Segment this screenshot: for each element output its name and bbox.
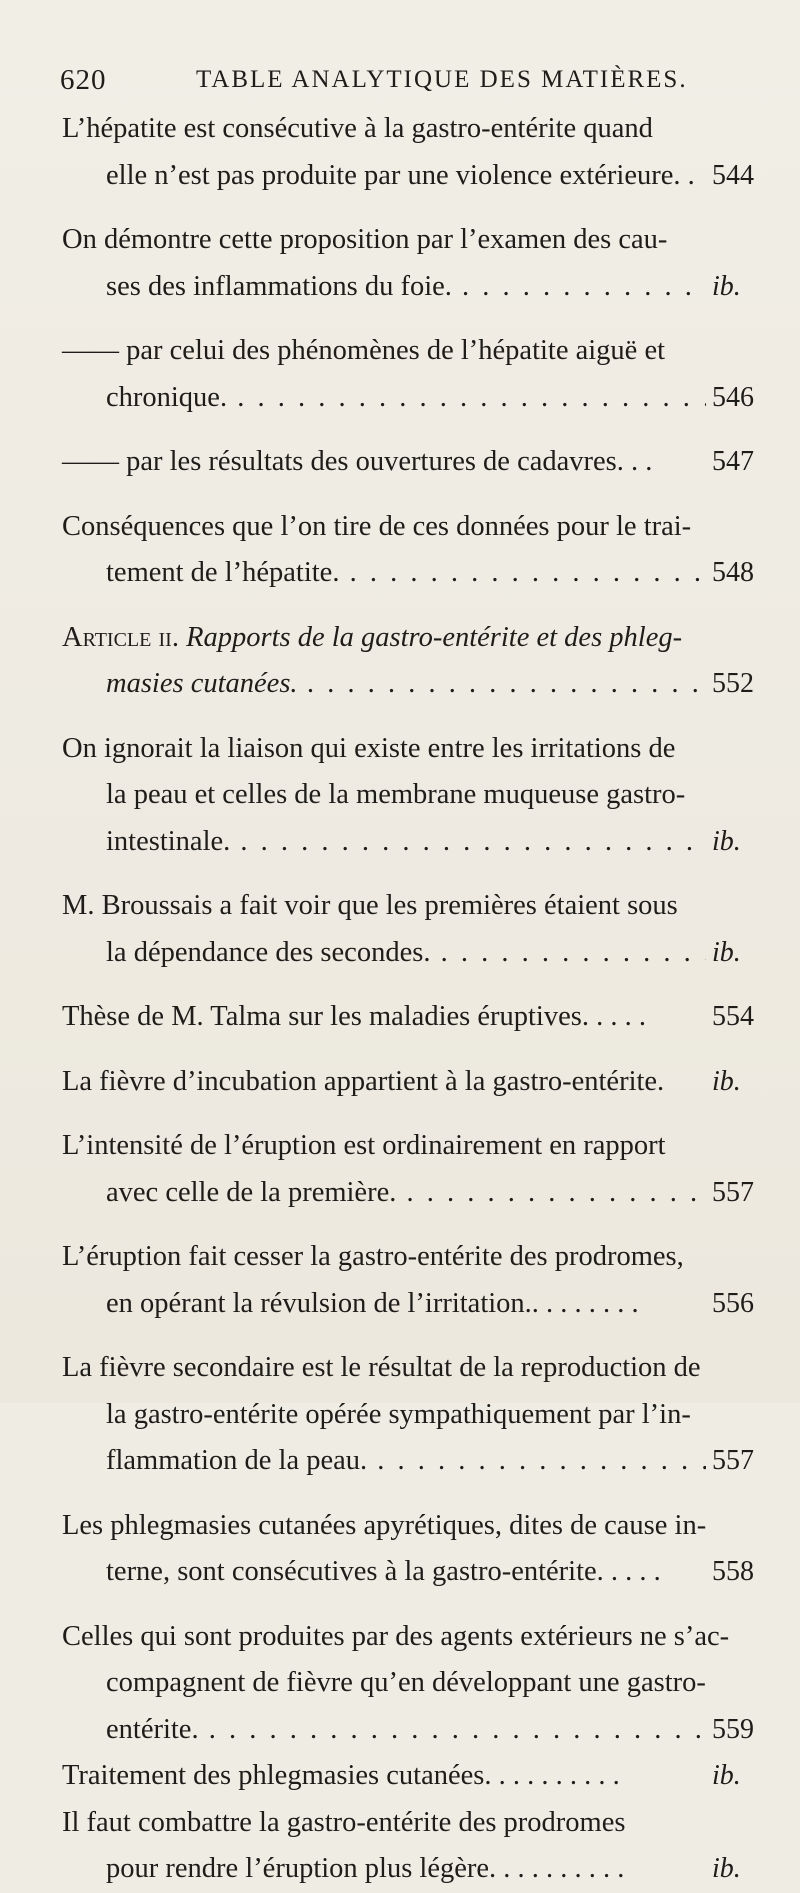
index-line	[0, 1281, 800, 1328]
entry-text: pour rendre l’éruption plus légère. . . . . . . . . .	[106, 1853, 625, 1884]
page-reference: ib.	[712, 270, 741, 302]
article-heading	[0, 615, 800, 662]
entry-text: entérite. . . .	[106, 1707, 706, 1754]
running-title: TABLE ANALYTIQUE DES MATIÈRES.	[196, 66, 688, 93]
index-line	[0, 504, 800, 551]
page-reference: 544	[712, 159, 754, 191]
entry-text: On ignorait la liaison qui existe entre les irritations de	[62, 732, 676, 764]
index-line	[0, 1846, 800, 1893]
entry-text: masies cutanées. . . .	[106, 661, 706, 708]
index-line	[0, 1438, 800, 1485]
page-reference: 559	[712, 1713, 754, 1745]
page-reference: ib.	[712, 1853, 741, 1884]
page-number: 620	[60, 64, 107, 96]
entry-text: compagnent de fièvre qu’en développant une gastro-	[106, 1667, 706, 1698]
entry-text: Il faut combattre la gastro-entérite des prodromes	[62, 1806, 626, 1838]
page-reference: 547	[712, 446, 754, 477]
page-reference: 557	[712, 1445, 754, 1476]
page-reference: 548	[712, 557, 754, 588]
index-line	[0, 1549, 800, 1596]
entry-text: ses des inflammations du foie. . . .	[106, 264, 706, 311]
page-reference: ib.	[712, 936, 741, 968]
article-title: Rapports de la gastro-entérite et des phleg-	[186, 621, 683, 653]
index-line	[0, 375, 800, 422]
index-line	[0, 1614, 800, 1661]
index-line	[0, 1503, 800, 1550]
page-reference: 552	[712, 668, 754, 699]
entry-text: flammation de la peau. . . .	[106, 1438, 706, 1485]
index-line	[0, 930, 800, 977]
entry-text: L’hépatite est consécutive à la gastro-entérite quand	[62, 113, 653, 144]
entry-text: tement de l’hépatite. . . .	[106, 550, 706, 597]
index-line	[0, 550, 800, 597]
index-line	[0, 1234, 800, 1281]
index-line	[0, 819, 800, 866]
index-line	[0, 1123, 800, 1170]
index-line	[0, 1707, 800, 1754]
index-line	[0, 1753, 800, 1800]
entry-text: Thèse de M. Talma sur les maladies éruptives. . . . .	[62, 1001, 646, 1032]
index-line	[0, 106, 800, 153]
index-line	[0, 1059, 800, 1106]
page-reference: 554	[712, 1001, 754, 1032]
article-label: Article ii.	[62, 621, 179, 653]
entry-text: L’intensité de l’éruption est ordinairement en rapport	[62, 1130, 666, 1161]
index-line	[0, 328, 800, 375]
page-reference: 546	[712, 381, 754, 413]
page-reference: ib.	[712, 825, 741, 857]
index-line	[0, 994, 800, 1041]
index-line	[0, 153, 800, 200]
index-line	[0, 772, 800, 819]
entry-text: La fièvre secondaire est le résultat de la reproduction de	[62, 1352, 701, 1383]
entry-text: la peau et celles de la membrane muqueuse gastro-	[106, 779, 686, 810]
page-reference: 557	[712, 1176, 754, 1208]
index-line	[0, 661, 800, 708]
entry-text: intestinale. . . .	[106, 819, 706, 866]
page-header	[0, 58, 800, 106]
index-line	[0, 217, 800, 264]
entry-text: Les phlegmasies cutanées apyrétiques, dites de cause in-	[62, 1509, 707, 1541]
entry-text: en opérant la révulsion de l’irritation.. . . . . . . .	[106, 1287, 639, 1319]
index-line	[0, 264, 800, 311]
entry-text: On démontre cette proposition par l’examen des cau-	[62, 224, 668, 255]
page-reference: ib.	[712, 1760, 741, 1791]
page-reference: ib.	[712, 1065, 741, 1097]
index-line	[0, 1345, 800, 1392]
entry-text: La fièvre d’incubation appartient à la gastro-entérite.	[62, 1065, 665, 1097]
entry-text: —— par les résultats des ouvertures de cadavres. . .	[62, 446, 653, 477]
entry-text: L’éruption fait cesser la gastro-entérite des prodromes,	[62, 1241, 684, 1272]
entry-text: M. Broussais a fait voir que les premières étaient sous	[62, 890, 678, 921]
page-reference: 556	[712, 1287, 754, 1319]
index-line	[0, 883, 800, 930]
entry-text: Traitement des phlegmasies cutanées. . . . . . . . . .	[62, 1760, 620, 1791]
entry-text: elle n’est pas produite par une violence extérieure. .	[106, 159, 695, 191]
index-line	[0, 1170, 800, 1217]
entry-text: terne, sont consécutives à la gastro-entérite. . . . .	[106, 1556, 661, 1587]
entry-text: avec celle de la première. . . .	[106, 1170, 706, 1217]
index-line	[0, 1660, 800, 1707]
entry-text: la dépendance des secondes. . . .	[106, 930, 706, 977]
index-line	[0, 1392, 800, 1439]
entry-text: chronique. . . .	[106, 375, 706, 422]
page-reference: 558	[712, 1556, 754, 1587]
index-line	[0, 1800, 800, 1847]
entry-text: Conséquences que l’on tire de ces données pour le trai-	[62, 510, 692, 542]
entry-text: —— par celui des phénomènes de l’hépatite aiguë et	[62, 335, 666, 366]
index-line	[0, 439, 800, 486]
entry-text: Celles qui sont produites par des agents extérieurs ne s’ac-	[62, 1620, 730, 1652]
index-line	[0, 726, 800, 773]
entry-text: la gastro-entérite opérée sympathiquement par l’in-	[106, 1398, 691, 1430]
index-entries	[0, 106, 800, 1893]
